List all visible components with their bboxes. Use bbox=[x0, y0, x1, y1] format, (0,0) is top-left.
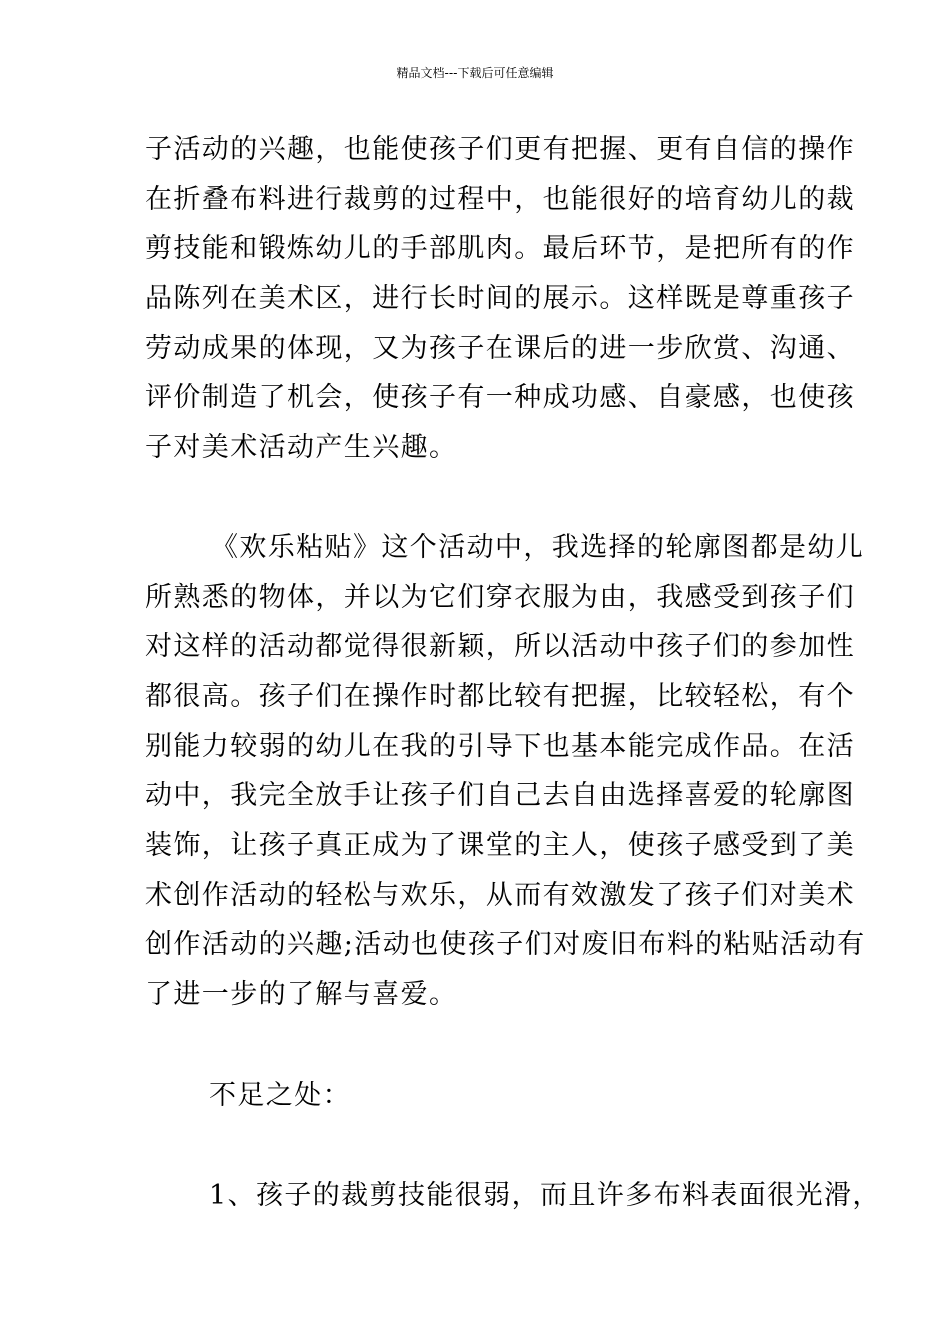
text-line: 评价制造了机会，使孩子有一种成功感、自豪感，也使孩 bbox=[145, 382, 855, 413]
section-heading: 不足之处： bbox=[209, 1080, 351, 1111]
text-line: 别能力较弱的幼儿在我的引导下也基本能完成作品。在活 bbox=[145, 731, 855, 762]
text-line: 了进一步的了解与喜爱。 bbox=[145, 979, 458, 1010]
text-line: 品陈列在美术区，进行长时间的展示。这样既是尊重孩子 bbox=[145, 283, 855, 314]
text-line: 所熟悉的物体，并以为它们穿衣服为由，我感受到孩子们 bbox=[145, 582, 855, 613]
text-line: 子对美术活动产生兴趣。 bbox=[145, 432, 458, 463]
page-header: 精品文档---下载后可任意编辑 bbox=[396, 66, 554, 80]
text-line: 术创作活动的轻松与欢乐，从而有效激发了孩子们对美术 bbox=[145, 880, 855, 911]
text-line: 劳动成果的体现，又为孩子在课后的进一步欣赏、沟通、 bbox=[145, 333, 855, 364]
text-line: 《欢乐粘贴》这个活动中，我选择的轮廓图都是幼儿 bbox=[211, 532, 865, 563]
text-line: 在折叠布料进行裁剪的过程中，也能很好的培育幼儿的裁 bbox=[145, 184, 855, 215]
text-line: 都很高。孩子们在操作时都比较有把握，比较轻松，有个 bbox=[145, 681, 855, 712]
text-line: 剪技能和锻炼幼儿的手部肌肉。最后环节，是把所有的作 bbox=[145, 233, 855, 264]
text-line: 子活动的兴趣，也能使孩子们更有把握、更有自信的操作 bbox=[145, 134, 855, 165]
list-item: 1、孩子的裁剪技能很弱，而且许多布料表面很光滑， bbox=[209, 1180, 881, 1211]
text-line: 装饰，让孩子真正成为了课堂的主人，使孩子感受到了美 bbox=[145, 830, 855, 861]
text-line: 动中，我完全放手让孩子们自己去自由选择喜爱的轮廓图 bbox=[145, 780, 855, 811]
text-line: 创作活动的兴趣;活动也使孩子们对废旧布料的粘贴活动有 bbox=[145, 929, 866, 960]
text-line: 对这样的活动都觉得很新颖，所以活动中孩子们的参加性 bbox=[145, 631, 855, 662]
